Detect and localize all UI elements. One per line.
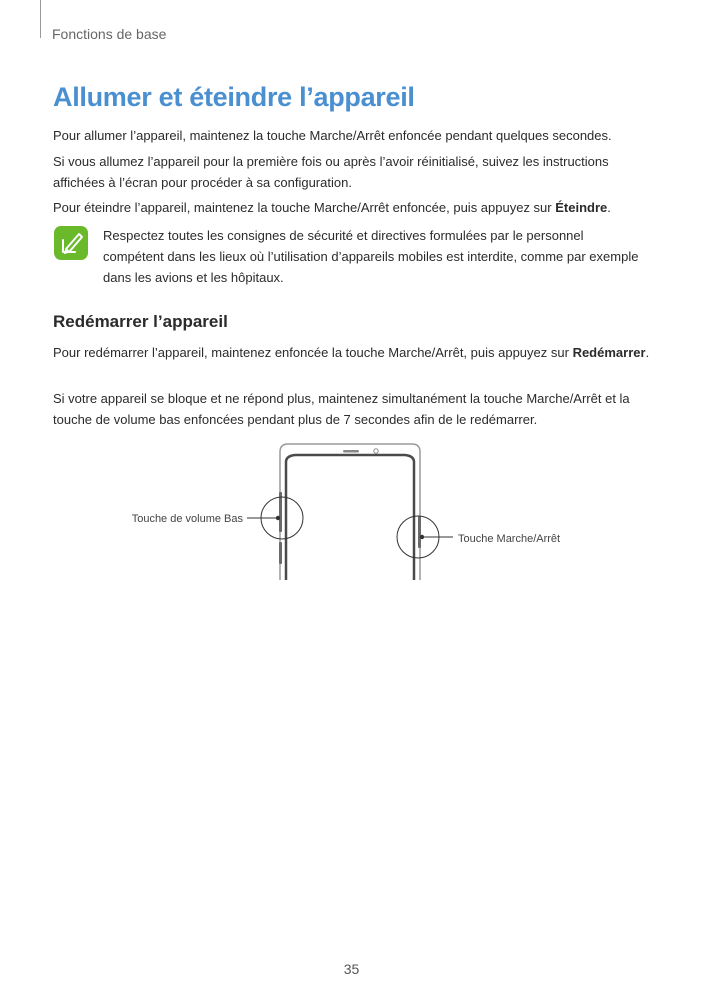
page-number: 35	[343, 961, 360, 977]
caution-note-text: Respectez toutes les consignes de sécurité et directives formulées par le personnel compétent dans les lieux où l’utilisation d’appareils mobiles est interdite, comme par exemple dans les avions et les hôpitaux.	[103, 228, 639, 285]
paragraph-restart	[53, 342, 653, 363]
section-heading-restart: Redémarrer l’appareil	[53, 312, 228, 331]
paragraph-first-setup: Si vous allumez l’appareil pour la première fois ou après l’avoir réinitialisé, suivez les instructions affichées à l’écran pour procéder à sa configuration.	[53, 154, 609, 190]
paragraph-power-off-end: .	[607, 200, 611, 215]
page-title: Allumer et éteindre l’appareil	[53, 82, 415, 112]
device-illustration	[125, 440, 575, 580]
power-off-option: Éteindre	[555, 200, 608, 215]
paragraph-power-off	[53, 197, 653, 218]
header-rule	[40, 0, 41, 38]
caution-note-icon	[53, 225, 89, 261]
section-header: Fonctions de base	[52, 26, 167, 42]
paragraph-power-off-text: Pour éteindre l’appareil, maintenez la touche Marche/Arrêt enfoncée, puis appuyez sur	[53, 200, 556, 215]
paragraph-restart-end: .	[645, 345, 650, 360]
paragraph-restart-text: Pour redémarrer l’appareil, maintenez enfoncée la touche Marche/Arrêt, puis appuyez sur	[53, 345, 573, 360]
paragraph-power-on: Pour allumer l’appareil, maintenez la touche Marche/Arrêt enfoncée pendant quelques secondes.	[53, 128, 612, 143]
paragraph-force-restart: Si votre appareil se bloque et ne répond plus, maintenez simultanément la touche Marche/Arrêt et la touche de volume bas enfoncées pendant plus de 7 secondes afin de le redémarrer.	[53, 391, 630, 427]
callout-volume-down-label: Touche de volume Bas	[131, 513, 243, 525]
callout-power-key-label: Touche Marche/Arrêt	[458, 533, 561, 545]
restart-option: Redémarrer	[572, 345, 646, 360]
